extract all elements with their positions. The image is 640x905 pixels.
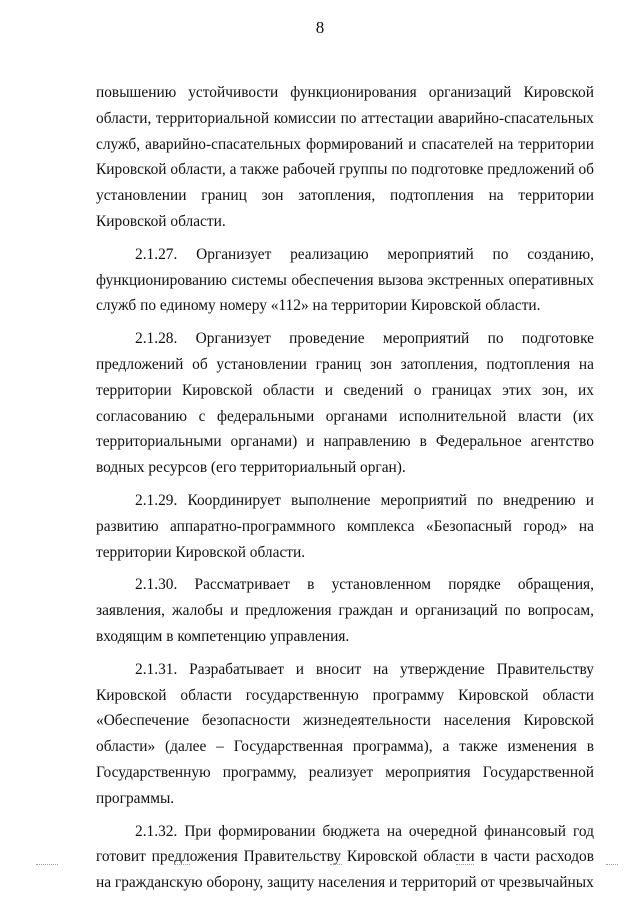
document-body (96, 80, 594, 903)
scan-mark (456, 864, 474, 866)
scan-footer-marks (0, 864, 640, 870)
scan-mark (330, 864, 342, 866)
paragraph-2-1-29: 2.1.29. Координирует выполнение мероприятий по внедрению и развитию аппаратно-программного комплекса «Безопасный город» на территории Кировской области. (96, 491, 594, 561)
scan-mark (36, 864, 58, 866)
page-number: 8 (315, 18, 325, 37)
paragraph-2-1-30: 2.1.30. Рассматривает в установленном порядке обращения, заявления, жалобы и предложения граждан и организаций по вопросам, входящим в компетенцию управления. (96, 576, 594, 645)
paragraph-2-1-32: 2.1.32. При формировании бюджета на очередной финансовый год готовит предложения Правительству Кировской области в части расходов на гражданскую оборону, защиту населения и территорий от чрезвычайных (96, 822, 594, 892)
scan-mark (606, 864, 618, 866)
paragraph-2-1-27: 2.1.27. Организует реализацию мероприятий по созданию, функционированию системы обеспечения вызова экстренных оперативных служб по единому номеру «112» на территории Кировской области. (96, 245, 594, 315)
paragraph-2-1-31: 2.1.31. Разрабатывает и вносит на утверждение Правительству Кировской области государственную программу Кировской области «Обеспечение безопасности жизнедеятельности населения Кировской области» (далее – Государственная программа), а также изменения в Государственную программу, реализует мероприятия Государственной программы. (96, 660, 594, 807)
scan-mark (174, 864, 190, 866)
paragraph-2-1-28: 2.1.28. Организует проведение мероприятий по подготовке предложений об установлении границ зон затопления, подтопления на территории Кировской области и сведений о границах этих зон, их согласованию с федеральными органами исполнительной власти (их территориальными органами) и направлению в Федеральное агентство водных ресурсов (его территориальный орган). (96, 330, 594, 477)
paragraph-continuation: повышению устойчивости функционирования организаций Кировской области, территориальной комиссии по аттестации аварийно-спасательных служб, аварийно-спасательных формирований и спасателей на территории Кировской области, а также рабочей группы по подготовке предложений об установлении границ зон затопления, подтопления на территории Кировской области. (96, 84, 594, 230)
